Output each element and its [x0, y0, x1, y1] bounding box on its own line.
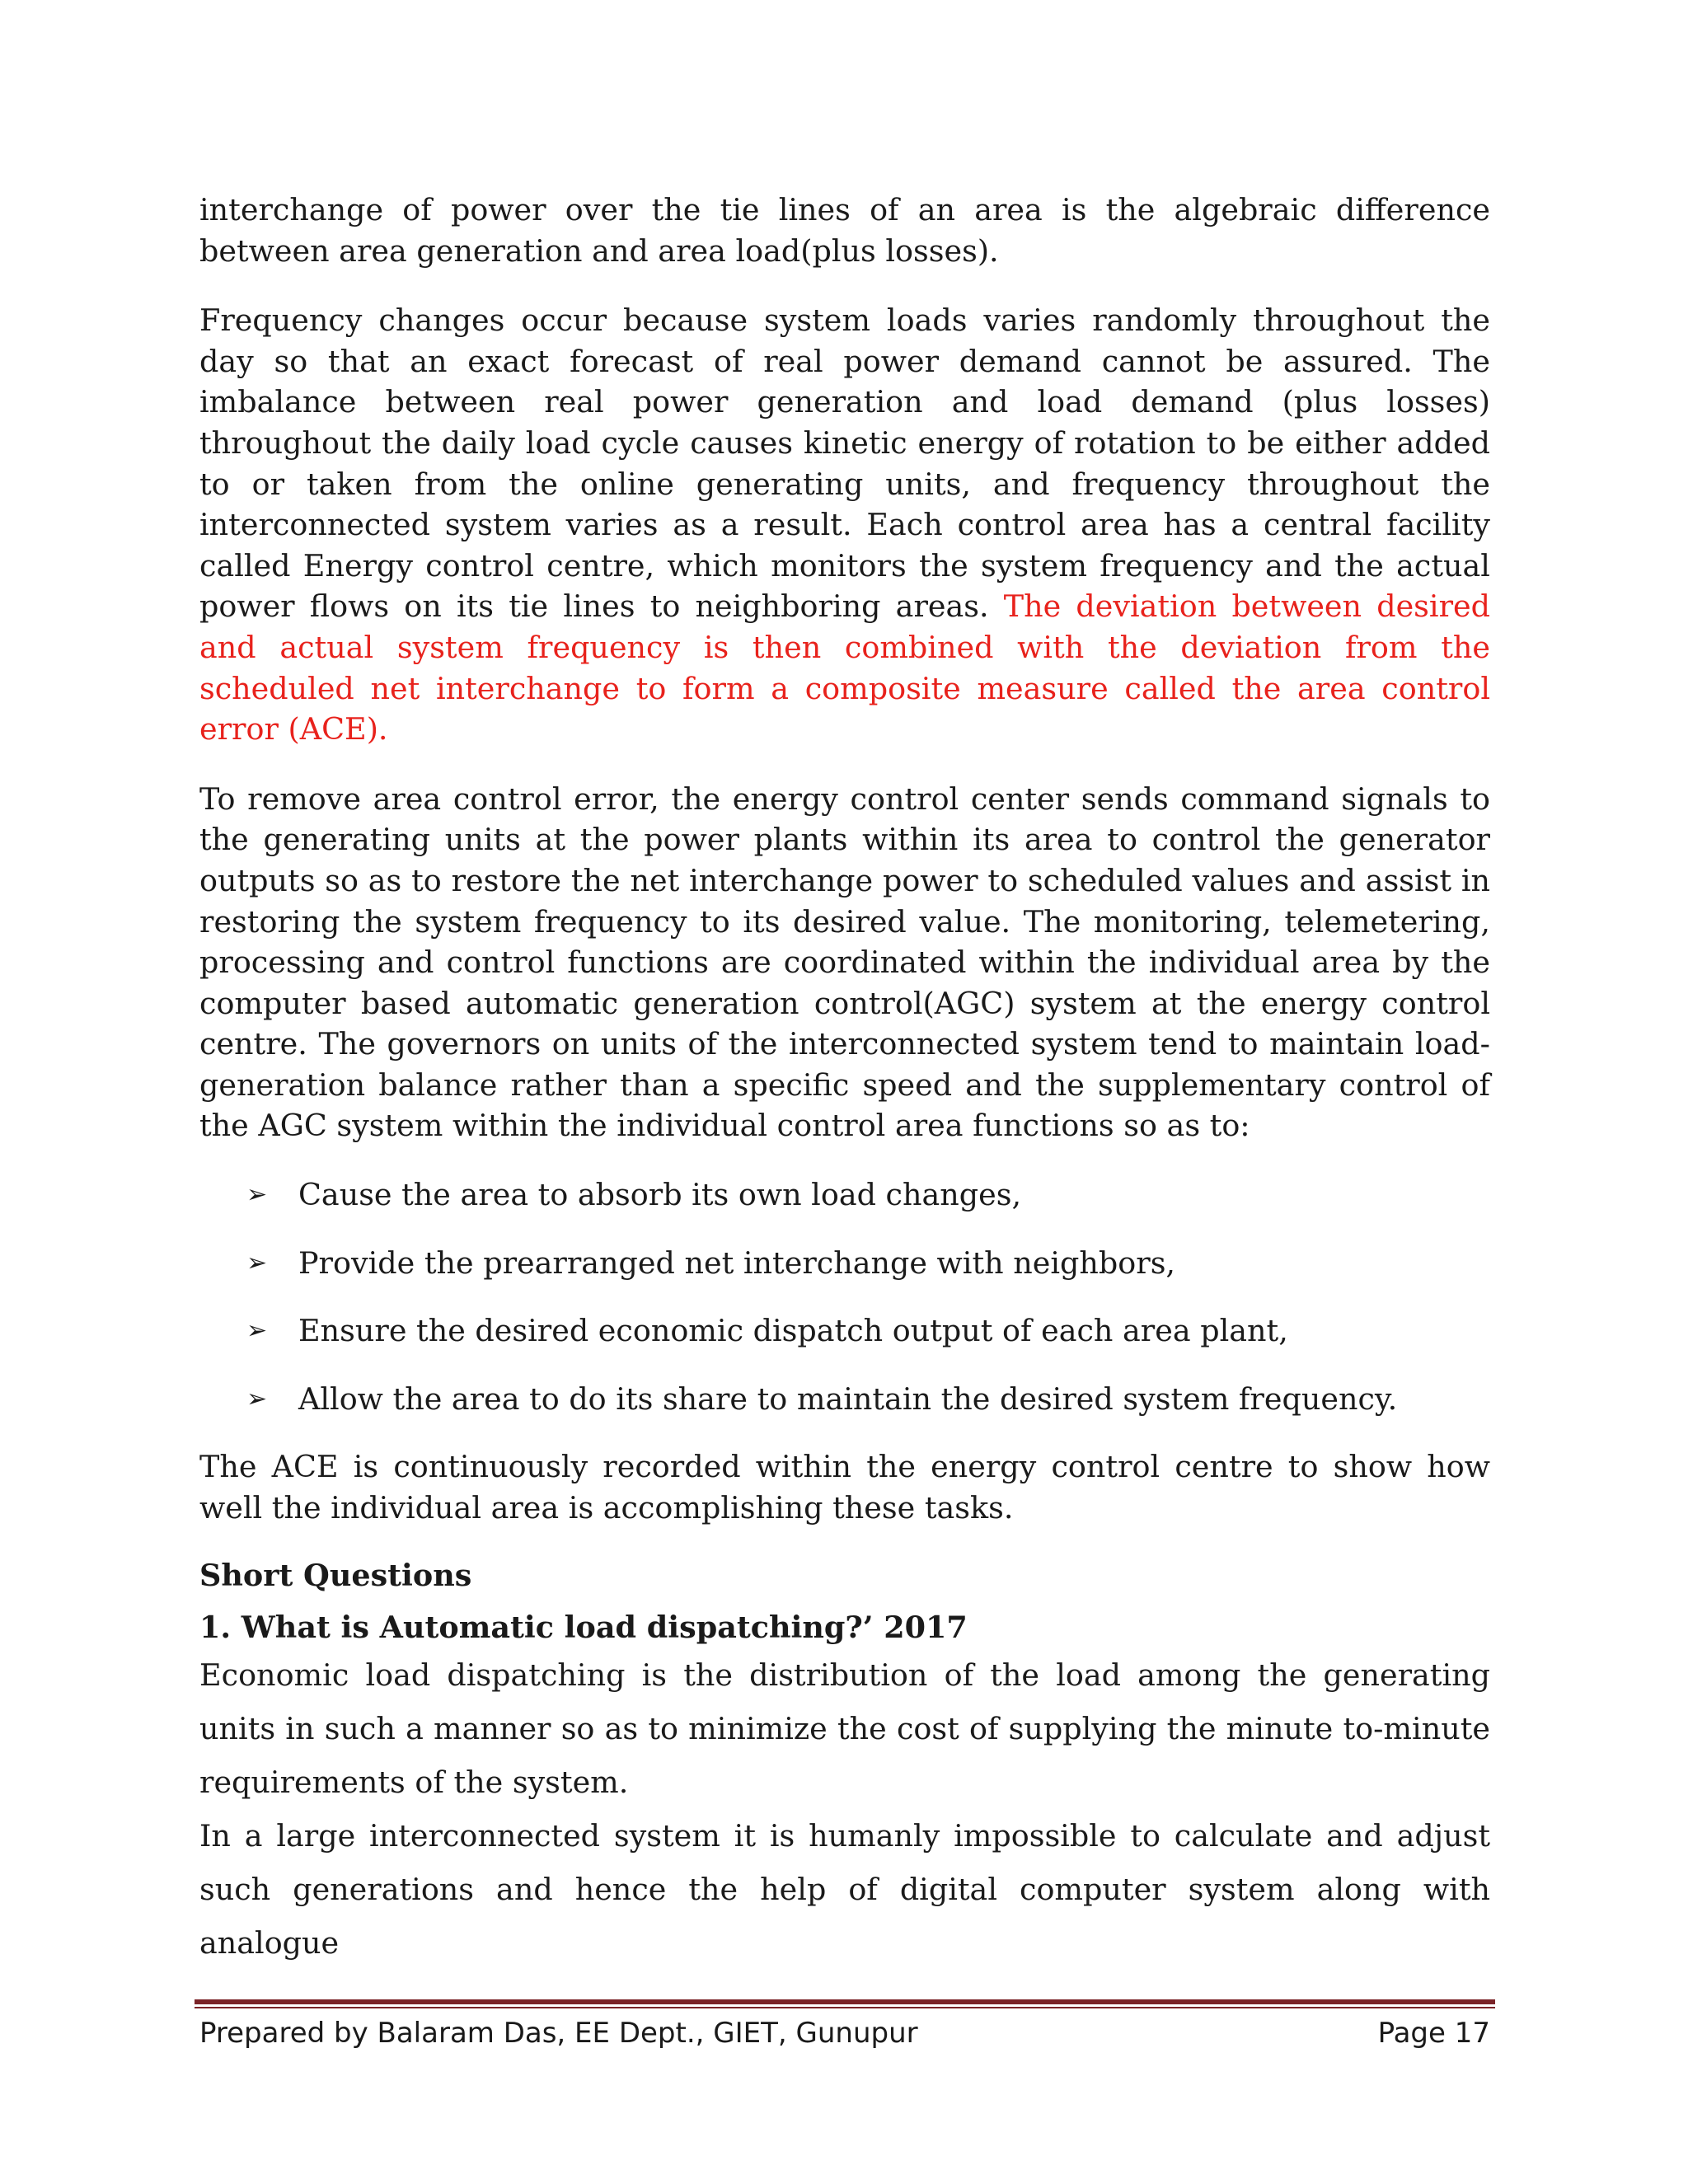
footer-author: Prepared by Balaram Das, EE Dept., GIET, Gunupur [199, 2017, 918, 2050]
paragraph-remove-ace: To remove area control error, the energy control center sends command signals to the generating units at the power plants within its area to control the generator outputs so as to restore the net interchange power to scheduled values and assist in restoring the system frequency to its desired value. The monitoring, telemetering, processing and control functions are coordinated within the individual area by the computer based automatic generation control(AGC) system at the energy control centre. The governors on units of the interconnected system tend to maintain load-generation balance rather than a specific speed and the supplementary control of the AGC system within the individual control area functions so as to: [199, 780, 1490, 1144]
ace-definition-highlight: The deviation between desired and actual system frequency is then combined with the deviation from the scheduled net interchange to form a composite measure called the area control error (ACE). [199, 588, 1490, 748]
arrow-bullet-icon: ➢ [246, 1384, 268, 1413]
list-item [199, 1174, 1490, 1216]
agc-objectives-list [199, 1174, 1490, 1419]
footer-divider-thick [195, 1999, 1495, 2004]
list-item [199, 1310, 1490, 1352]
arrow-bullet-icon: ➢ [246, 1316, 268, 1346]
list-item-text: Provide the prearranged net interchange with neighbors, [298, 1244, 1176, 1281]
list-item-text: Ensure the desired economic dispatch output of each area plant, [298, 1313, 1288, 1349]
arrow-bullet-icon: ➢ [246, 1180, 268, 1210]
arrow-bullet-icon: ➢ [246, 1248, 268, 1277]
paragraph-ace-recorded: The ACE is continuously recorded within the energy control centre to show how well the individual area is accomplishing these tasks. [199, 1449, 1490, 1526]
answer-paragraph-2: In a large interconnected system it is humanly impossible to calculate and adjust such generations and hence the help of digital computer system along with analogue [199, 1817, 1490, 1961]
footer-divider-thin [195, 2007, 1495, 2008]
question-heading-1: 1. What is Automatic load dispatching?’ 2017 [199, 1610, 968, 1646]
page-number: Page 17 [1377, 2017, 1490, 2050]
paragraph-interchange: interchange of power over the tie lines of an area is the algebraic difference between area generation and area load(plus losses). [199, 192, 1490, 269]
section-heading-short-questions: Short Questions [199, 1557, 472, 1593]
list-item [199, 1243, 1490, 1284]
paragraph-frequency-changes [199, 300, 1490, 750]
paragraph-frequency-text: Frequency changes occur because system loads varies randomly throughout the day so that an exact forecast of real power demand cannot be assured. The imbalance between real power generation and load demand (plus losses) throughout the daily load cycle causes kinetic energy of rotation to be either added to or taken from the online generating units, and frequency throughout the interconnected system varies as a result. Each control area has a central facility called Energy control centre, which monitors the system frequency and the actual power flows on its tie lines to neighboring areas. [199, 302, 1490, 625]
answer-paragraph-1: Economic load dispatching is the distribution of the load among the generating units in such a manner so as to minimize the cost of supplying the minute to-minute requirements of the system. [199, 1657, 1490, 1800]
list-item-text: Cause the area to absorb its own load changes, [298, 1177, 1022, 1213]
page-content [199, 190, 1490, 1970]
list-item [199, 1379, 1490, 1420]
list-item-text: Allow the area to do its share to maintain the desired system frequency. [298, 1380, 1398, 1417]
